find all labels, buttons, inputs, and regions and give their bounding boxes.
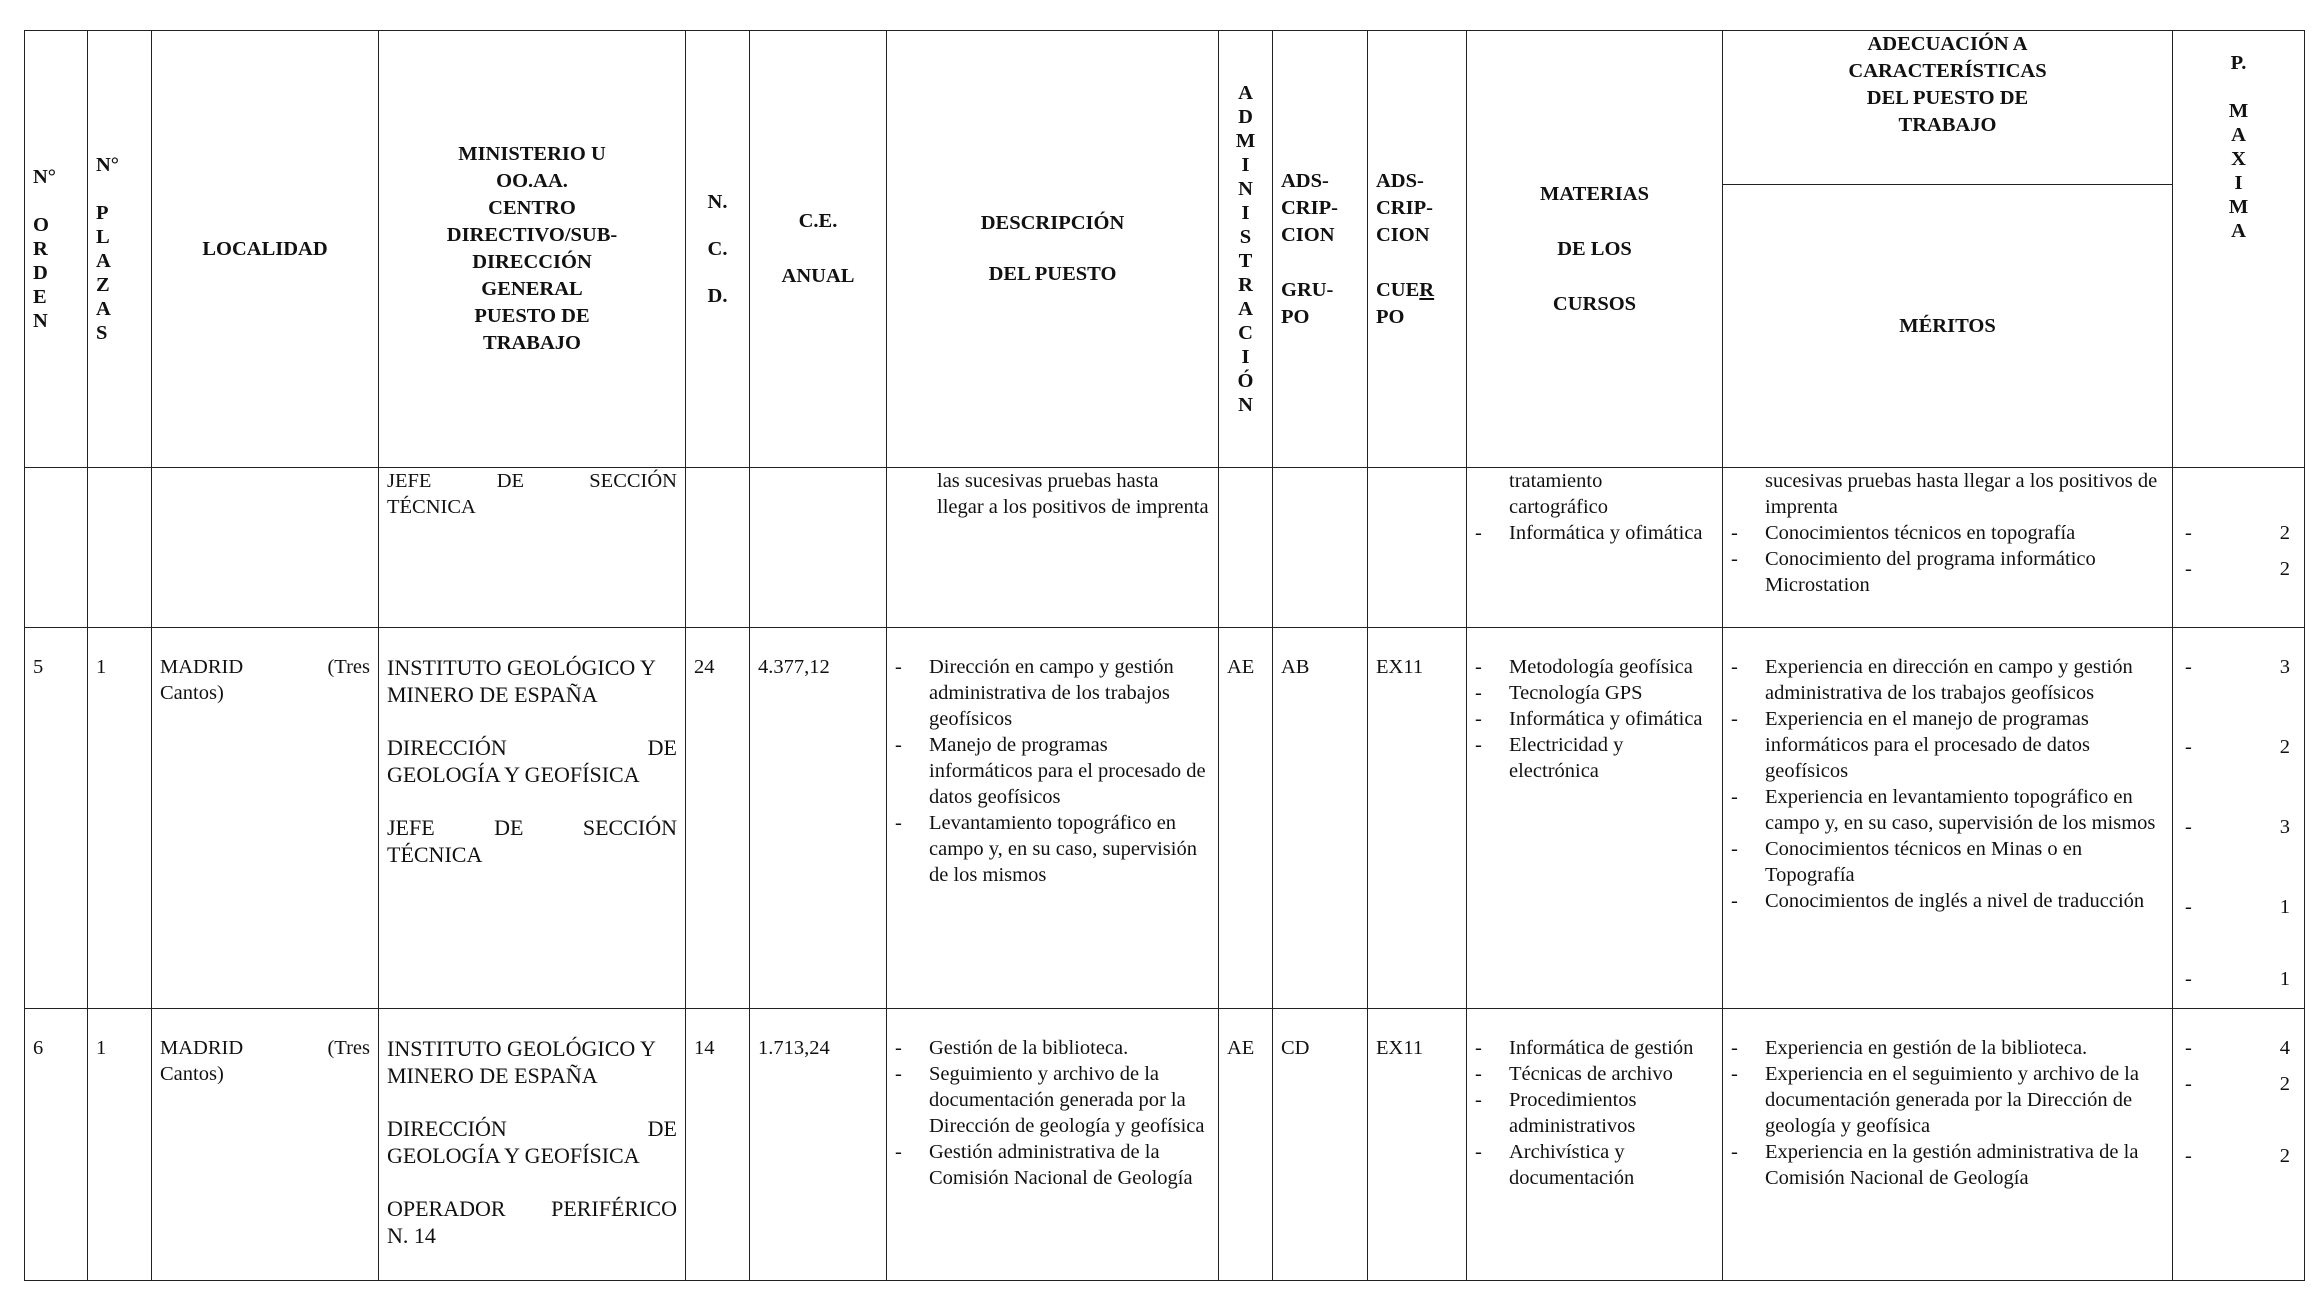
materia-item: - Tecnología GPS [1467, 680, 1714, 706]
header-pmax-letter: A [2231, 124, 2246, 146]
header-ncd-line: D. [707, 284, 728, 307]
localidad-text: (Tres [327, 656, 370, 678]
cell-ce: 1.713,24 [750, 1009, 887, 1281]
localidad-text: (Tres [327, 1037, 370, 1059]
puntuacion-value: 2 [2279, 1145, 2290, 1167]
header-cuerpo-line: PO [1376, 305, 1405, 328]
materia-item: - Informática y ofimática [1467, 520, 1714, 546]
header-adscripcion-cuerpo [1368, 31, 1467, 468]
descripcion-item: - Manejo de programas informáticos para el procesado de datos geofísicos [887, 732, 1210, 810]
materia-item: - Metodología geofísica [1467, 654, 1714, 680]
header-materias-line: MATERIAS [1540, 182, 1649, 205]
dash-marker: - [2185, 656, 2192, 678]
puntuacion-value: 2 [2279, 558, 2290, 580]
dash-marker: - [2185, 816, 2192, 838]
direccion-word: DIRECCIÓN [387, 735, 507, 760]
cell-localidad [152, 628, 379, 1009]
table-row [25, 628, 2305, 1009]
header-administracion-letter: I [1241, 202, 1250, 224]
descripcion-item: - Gestión administrativa de la Comisión Nacional de Geología [887, 1139, 1210, 1191]
puesto-text: TÉCNICA [387, 496, 476, 518]
header-cuerpo-line: CUER [1376, 278, 1435, 301]
cell-ncd: 14 [686, 1009, 750, 1281]
materia-item: - Procedimientos administrativos [1467, 1087, 1714, 1139]
organismo-text: INSTITUTO GEOLÓGICO Y MINERO DE ESPAÑA [387, 1036, 656, 1088]
header-grupo-line: CRIP- [1281, 196, 1338, 219]
header-ministerio-line: TRABAJO [483, 332, 581, 354]
dash-marker: - [2185, 896, 2192, 918]
header-administracion-letter: Ó [1237, 370, 1254, 392]
dash-marker: - [2185, 968, 2192, 990]
jefe-word: JEFE [387, 470, 432, 492]
merito-item: - Conocimientos técnicos en Minas o en Topografía [1723, 836, 2164, 888]
header-orden-letter: D [33, 262, 48, 284]
header-ministerio-line: MINISTERIO U [458, 143, 606, 165]
header-administracion-letter: I [1241, 154, 1250, 176]
descripcion-item: - Seguimiento y archivo de la documentación generada por la Dirección de geología y geofísica [887, 1061, 1210, 1139]
direccion-word: DE [647, 1116, 677, 1141]
header-administracion-letter: R [1238, 274, 1253, 296]
header-administracion-letter: N [1238, 394, 1253, 416]
header-ministerio-line: OO.AA. [496, 170, 568, 192]
materia-item: - Técnicas de archivo [1467, 1061, 1714, 1087]
dash-marker: - [2185, 522, 2192, 544]
puesto-word: DE [494, 815, 524, 840]
cell-meritos [1723, 468, 2173, 628]
cell-puntos [2173, 468, 2305, 628]
puntuacion-value: 2 [2279, 1073, 2290, 1095]
cell-ministerio [379, 628, 686, 1009]
cell-plazas [88, 468, 152, 628]
header-administracion-letter: N [1238, 178, 1253, 200]
cell-ministerio [379, 1009, 686, 1281]
cell-descripcion: las sucesivas pruebas hasta llegar a los positivos de imprenta [887, 468, 1219, 628]
merito-item: - Experiencia en dirección en campo y gestión administrativa de los trabajos geofísicos [1723, 654, 2164, 706]
header-ncd [686, 31, 750, 468]
positions-table [24, 30, 2305, 1281]
direccion-text: GEOLOGÍA Y GEOFÍSICA [387, 1143, 640, 1168]
cell-cuerpo: EX11 [1368, 628, 1467, 1009]
header-orden-letter: O [33, 214, 49, 236]
materia-item: - Informática y ofimática [1467, 706, 1714, 732]
header-ncd-line: C. [707, 237, 728, 260]
cell-admin [1219, 468, 1273, 628]
puntuacion-item [2173, 894, 2304, 920]
header-plazas-letter: A [96, 250, 111, 272]
header-grupo-line: ADS- [1281, 169, 1329, 192]
cell-meritos [1723, 628, 2173, 1009]
header-ministerio-line: PUESTO DE [474, 305, 590, 327]
merito-item: - Experiencia en levantamiento topográfico en campo y, en su caso, supervisión de los mismos [1723, 784, 2164, 836]
puesto-word: PERIFÉRICO [551, 1196, 677, 1221]
cell-plazas: 1 [88, 628, 152, 1009]
header-administracion-letter: A [1238, 298, 1253, 320]
dash-marker: - [2185, 1145, 2192, 1167]
cell-puntos [2173, 628, 2305, 1009]
puntuacion-item [2173, 520, 2304, 546]
cell-cuerpo: EX11 [1368, 1009, 1467, 1281]
header-cuerpo-line: ADS- [1376, 169, 1424, 192]
cell-grupo: AB [1273, 628, 1368, 1009]
header-pmax-letter: A [2231, 220, 2246, 242]
header-adecuacion-line: CARACTERÍSTICAS [1848, 60, 2047, 82]
cell-plazas: 1 [88, 1009, 152, 1281]
puntuacion-value: 3 [2279, 656, 2290, 678]
header-orden-letter: N° [33, 166, 57, 188]
puesto-text: TÉCNICA [387, 842, 483, 867]
puntuacion-value: 2 [2279, 736, 2290, 758]
header-localidad: LOCALIDAD [152, 31, 379, 468]
descripcion-item: - Gestión de la biblioteca. [887, 1035, 1210, 1061]
cell-ncd: 24 [686, 628, 750, 1009]
merito-item: - Conocimientos técnicos en topografía [1723, 520, 2164, 546]
header-grupo-line: GRU- [1281, 278, 1334, 301]
header-descripcion-line: DEL PUESTO [988, 263, 1117, 285]
dash-marker: - [2185, 1037, 2192, 1059]
cell-ce [750, 468, 887, 628]
cell-ce: 4.377,12 [750, 628, 887, 1009]
materia-item: - Archivística y documentación [1467, 1139, 1714, 1191]
cell-admin: AE [1219, 1009, 1273, 1281]
header-orden-letter: E [33, 286, 47, 308]
descripcion-item: - Levantamiento topográfico en campo y, en su caso, supervisión de los mismos [887, 810, 1210, 888]
meritos-text: sucesivas pruebas hasta llegar a los positivos de imprenta [1765, 470, 2158, 518]
localidad-text: MADRID [160, 656, 244, 678]
header-ministerio-line: DIRECTIVO/SUB- [446, 224, 618, 246]
cell-meritos [1723, 1009, 2173, 1281]
header-pmax-letter: P. [2230, 52, 2247, 74]
header-cuerpo-line: CRIP- [1376, 196, 1433, 219]
header-plazas-letter: L [96, 226, 110, 248]
cell-localidad [152, 468, 379, 628]
puntuacion-item [2173, 1143, 2304, 1169]
header-plazas-letter [96, 177, 101, 201]
header-adecuacion-line: DEL PUESTO DE [1866, 87, 2029, 109]
cell-orden [25, 468, 88, 628]
cell-orden: 6 [25, 1009, 88, 1281]
header-ncd-line: N. [707, 190, 728, 213]
header-ministerio-line: DIRECCIÓN [472, 251, 592, 273]
dash-marker: - [2185, 1073, 2192, 1095]
puntuacion-value: 4 [2279, 1037, 2290, 1059]
header-administracion [1219, 31, 1273, 468]
header-grupo-line: PO [1281, 305, 1310, 328]
header-adscripcion-grupo [1273, 31, 1368, 468]
dash-marker: - [2185, 558, 2192, 580]
materia-item: - Electricidad y electrónica [1467, 732, 1714, 784]
localidad-text: MADRID [160, 1037, 244, 1059]
header-administracion-letter: C [1238, 322, 1253, 344]
header-pmax-letter: M [2228, 196, 2249, 218]
header-cuerpo-line: CION [1376, 223, 1430, 246]
header-orden-letter [33, 189, 38, 213]
header-adecuacion-line: ADECUACIÓN A [1867, 33, 2028, 55]
puntuacion-item [2173, 1071, 2304, 1097]
direccion-word: DIRECCIÓN [387, 1116, 507, 1141]
merito-item: - Experiencia en la gestión administrativa de la Comisión Nacional de Geología [1723, 1139, 2164, 1191]
header-puntuacion-maxima [2173, 31, 2305, 468]
cell-grupo [1273, 468, 1368, 628]
merito-item: - Experiencia en el seguimiento y archivo de la documentación generada por la Dirección de geología y geofísica [1723, 1061, 2164, 1139]
cell-materias [1467, 1009, 1723, 1281]
header-orden-letter: R [33, 238, 48, 260]
table-row [25, 1009, 2305, 1281]
jefe-word: SECCIÓN [589, 470, 677, 492]
header-ce-line: ANUAL [781, 265, 855, 287]
localidad-text: Cantos) [160, 1063, 224, 1085]
puesto-word: SECCIÓN [582, 815, 677, 840]
header-pmax-letter: I [2234, 172, 2243, 194]
cell-orden: 5 [25, 628, 88, 1009]
header-adecuacion [1723, 31, 2173, 185]
localidad-text: Cantos) [160, 682, 224, 704]
descripcion-item: - Dirección en campo y gestión administrativa de los trabajos geofísicos [887, 654, 1210, 732]
dash-marker: - [2185, 736, 2192, 758]
puntuacion-value: 1 [2279, 968, 2290, 990]
puntuacion-item [2173, 654, 2304, 680]
header-administracion-letter: A [1238, 82, 1253, 104]
cell-cuerpo [1368, 468, 1467, 628]
puntuacion-value: 3 [2279, 816, 2290, 838]
merito-item: - Conocimientos de inglés a nivel de traducción [1723, 888, 2164, 914]
cell-grupo: CD [1273, 1009, 1368, 1281]
header-grupo-line: CION [1281, 223, 1335, 246]
cell-materias [1467, 628, 1723, 1009]
header-plazas-letter: N° [96, 154, 120, 176]
puntuacion-item [2173, 1035, 2304, 1061]
header-plazas-letter: P [96, 202, 109, 224]
header-plazas [88, 31, 152, 468]
header-administracion-letter: I [1241, 346, 1250, 368]
cell-descripcion [887, 1009, 1219, 1281]
header-pmax-letter [2236, 75, 2241, 99]
header-pmax-letter: M [2228, 100, 2249, 122]
cell-ministerio [379, 468, 686, 628]
merito-item: - Conocimiento del programa informático Microstation [1723, 546, 2164, 598]
header-descripcion [887, 31, 1219, 468]
cell-ncd [686, 468, 750, 628]
header-administracion-letter: D [1238, 106, 1253, 128]
header-descripcion-line: DESCRIPCIÓN [980, 212, 1125, 234]
jefe-word: DE [496, 470, 525, 492]
header-administracion-letter: T [1238, 250, 1253, 272]
header-ce-anual [750, 31, 887, 468]
header-orden-letter: N [33, 310, 48, 332]
puntuacion-item [2173, 556, 2304, 582]
header-meritos: MÉRITOS [1723, 185, 2173, 468]
puntuacion-item [2173, 734, 2304, 760]
puntuacion-value: 1 [2279, 896, 2290, 918]
header-plazas-letter: Z [96, 274, 110, 296]
header-materias-line: DE LOS [1557, 237, 1632, 260]
header-ce-line: C.E. [798, 210, 838, 232]
materias-text: tratamiento cartográfico [1509, 470, 1609, 518]
header-orden [25, 31, 88, 468]
puntuacion-item [2173, 814, 2304, 840]
merito-item: - Experiencia en el manejo de programas informáticos para el procesado de datos geofísicos [1723, 706, 2164, 784]
header-plazas-letter: A [96, 298, 111, 320]
cell-descripcion [887, 628, 1219, 1009]
table-row [25, 468, 2305, 628]
header-administracion-letter: M [1235, 130, 1256, 152]
materia-item: - Informática de gestión [1467, 1035, 1714, 1061]
header-pmax-letter: X [2231, 148, 2246, 170]
header-ministerio [379, 31, 686, 468]
header-ministerio-line: GENERAL [481, 278, 583, 300]
header-adecuacion-line: TRABAJO [1898, 114, 1997, 136]
direccion-text: GEOLOGÍA Y GEOFÍSICA [387, 762, 640, 787]
puesto-word: OPERADOR [387, 1196, 506, 1221]
header-materias-line: CURSOS [1552, 292, 1637, 315]
header-plazas-letter: S [96, 322, 108, 344]
cell-admin: AE [1219, 628, 1273, 1009]
cell-puntos [2173, 1009, 2305, 1281]
puesto-word: JEFE [387, 815, 435, 840]
merito-item: - Experiencia en gestión de la biblioteca. [1723, 1035, 2164, 1061]
direccion-word: DE [647, 735, 677, 760]
puntuacion-item [2173, 966, 2304, 992]
cell-materias [1467, 468, 1723, 628]
organismo-text: INSTITUTO GEOLÓGICO Y MINERO DE ESPAÑA [387, 655, 656, 707]
cell-localidad [152, 1009, 379, 1281]
puntuacion-value: 2 [2279, 522, 2290, 544]
header-materias [1467, 31, 1723, 468]
puesto-text: N. 14 [387, 1223, 436, 1248]
header-administracion-letter: S [1239, 226, 1252, 248]
header-ministerio-line: CENTRO [488, 197, 576, 219]
